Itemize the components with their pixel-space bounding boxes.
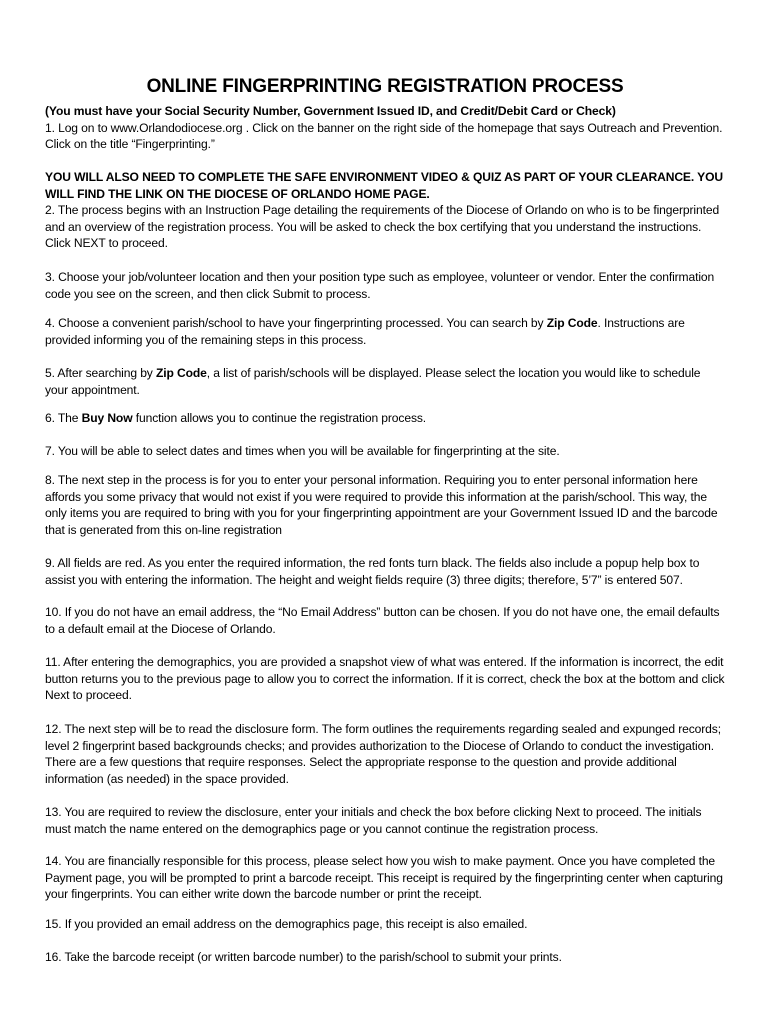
step-1: 1. Log on to www.Orlandodiocese.org . Click on the banner on the right side of the homepage that says Outreach and Prevention. Click on the title “Fingerprinting.”: [45, 120, 723, 152]
step-10: 10. If you do not have an email address, the “No Email Address” button can be chosen. If you do not have one, the email defaults to a default email at the Diocese of Orlando.: [45, 605, 720, 636]
step-4: [45, 315, 725, 348]
step-11: 11. After entering the demographics, you are provided a snapshot view of what was entered. If the information is incorrect, the edit button returns you to the previous page to allow you to correct the information. If it is correct, check the box at the bottom and click Next to proceed.: [45, 655, 725, 703]
step-5-text-after: , a list of parish/schools will be displayed. Please select the location you would like to schedule your appointment.: [45, 366, 701, 397]
step-9: 9. All fields are red. As you enter the required information, the red fonts turn black. The fields also include a popup help box to assist you with entering the information. The height and weight fields require (3) three digits; therefore, 5’7” is entered 507.: [45, 556, 700, 587]
step-8: 8. The next step in the process is for you to enter your personal information. Requiring you to enter personal information here affords you some privacy that would not exist if you were required to provide this information at the parish/school. This way, the only items you are required to bring with you for your fingerprinting appointment are your Government Issued ID and the barcode that is generated from this on-line registration: [45, 473, 718, 537]
document-title: ONLINE FINGERPRINTING REGISTRATION PROCESS: [146, 76, 624, 97]
step-16: 16. Take the barcode receipt (or written barcode number) to the parish/school to submit your prints.: [45, 950, 562, 964]
step-3: 3. Choose your job/volunteer location and then your position type such as employee, volunteer or vendor. Enter the confirmation code you see on the screen, and then click Submit to process.: [45, 270, 715, 301]
step-6-text-after: function allows you to continue the registration process.: [132, 411, 427, 425]
step-4-text-before: 4. Choose a convenient parish/school to have your fingerprinting processed. You can search by: [45, 316, 547, 330]
step-6-buy-now-emphasis: Buy Now: [81, 411, 133, 425]
step-5-zip-code-emphasis: Zip Code: [155, 366, 207, 380]
step-15: 15. If you provided an email address on the demographics page, this receipt is also emailed.: [45, 917, 528, 931]
step-14: 14. You are financially responsible for this process, please select how you wish to make payment. Once you have completed the Payment page, you will be prompted to print a barcode receipt. This receipt is required by the fingerprinting center when capturing your fingerprints. You can either write down the barcode number or print the receipt.: [45, 854, 723, 902]
step-12: 12. The next step will be to read the disclosure form. The form outlines the requirements regarding sealed and expunged records; level 2 fingerprint based backgrounds checks; and provides authorization to the Diocese of Orlando to conduct the investigation. There are a few questions that require responses. Select the appropriate response to the question and provide additional information (as needed) in the space provided.: [45, 722, 721, 786]
safe-environment-notice: YOU WILL ALSO NEED TO COMPLETE THE SAFE ENVIRONMENT VIDEO & QUIZ AS PART OF YOUR CLEARANCE. YOU WILL FIND THE LINK ON THE DIOCESE OF ORLANDO HOME PAGE.: [45, 170, 723, 201]
step-6: [45, 410, 725, 427]
step-7: 7. You will be able to select dates and times when you will be available for fingerprinting at the site.: [45, 444, 560, 458]
requirements-note: (You must have your Social Security Number, Government Issued ID, and Credit/Debit Card or Check): [45, 104, 616, 118]
step-13: 13. You are required to review the disclosure, enter your initials and check the box before clicking Next to proceed. The initials must match the name entered on the demographics page or you cannot continue the registration process.: [45, 805, 702, 836]
step-5-text-before: 5. After searching by: [45, 366, 156, 380]
step-4-zip-code-emphasis: Zip Code: [546, 316, 598, 330]
step-6-text-before: 6. The: [45, 411, 82, 425]
step-4-text-after: . Instructions are provided informing you of the remaining steps in this process.: [45, 316, 685, 347]
step-2: 2. The process begins with an Instruction Page detailing the requirements of the Diocese of Orlando on who is to be fingerprinted and an overview of the registration process. You will be asked to check the box certifying that you understand the instructions. Click NEXT to proceed.: [45, 203, 720, 251]
intro-block: [45, 103, 725, 153]
step-5: [45, 365, 725, 398]
